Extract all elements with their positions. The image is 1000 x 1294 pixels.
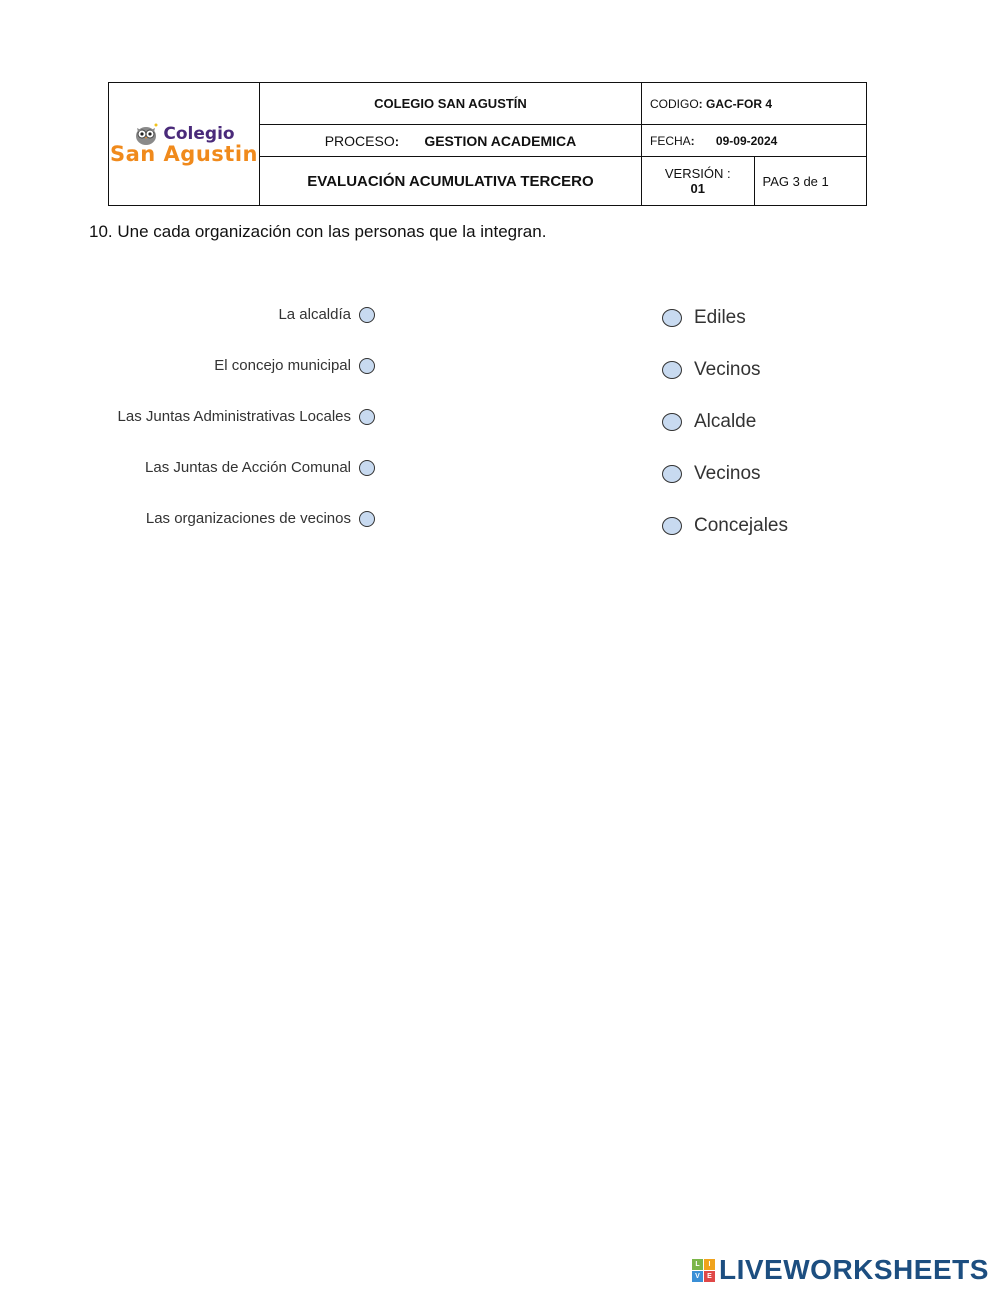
right-item-alcalde: [662, 411, 756, 433]
proceso-colon: :: [394, 133, 400, 149]
left-item-label: El concejo municipal: [214, 357, 351, 374]
right-item-concejales: [662, 515, 788, 537]
right-item-label: Vecinos: [694, 359, 761, 380]
proceso-value: GESTION ACADEMICA: [424, 132, 577, 149]
right-item-label: Concejales: [694, 515, 788, 536]
match-dot-right[interactable]: [662, 465, 682, 483]
header-table: [108, 82, 867, 206]
codigo-cell: [642, 83, 867, 125]
match-dot-right[interactable]: [662, 309, 682, 327]
evaluation-title: EVALUACIÓN ACUMULATIVA TERCERO: [260, 157, 642, 206]
square-e: E: [704, 1271, 715, 1282]
square-v: V: [692, 1271, 703, 1282]
proceso-label: PROCESO: [324, 132, 395, 149]
fecha-label: FECHA: [650, 134, 691, 148]
logo-line2: San Agustin: [110, 142, 258, 166]
version-value: 01: [690, 181, 705, 196]
codigo-label: CODIGO: [650, 97, 699, 111]
liveworksheets-squares-icon: [692, 1259, 715, 1282]
logo-line1: Colegio: [163, 124, 235, 144]
right-item-label: Vecinos: [694, 463, 761, 484]
school-name: COLEGIO SAN AGUSTÍN: [260, 83, 642, 125]
left-item-juntas-accion: [145, 459, 375, 476]
codigo-value: : GAC-FOR 4: [698, 97, 773, 111]
fecha-cell: [642, 125, 867, 157]
right-item-vecinos-1: [662, 359, 761, 381]
left-item-alcaldia: [278, 306, 375, 323]
match-dot-right[interactable]: [662, 361, 682, 379]
match-dot-left[interactable]: [359, 358, 375, 374]
match-dot-left[interactable]: [359, 511, 375, 527]
right-item-ediles: [662, 307, 746, 329]
right-item-label: Ediles: [694, 307, 746, 328]
question-text: 10. Une cada organización con las personas que la integran.: [89, 222, 547, 241]
version-label: VERSIÓN :: [664, 166, 731, 181]
liveworksheets-logo: [692, 1254, 989, 1286]
match-dot-right[interactable]: [662, 517, 682, 535]
left-item-concejo: [214, 357, 375, 374]
match-dot-left[interactable]: [359, 307, 375, 323]
liveworksheets-brand: LIVEWORKSHEETS: [719, 1254, 989, 1285]
square-i: I: [704, 1259, 715, 1270]
left-item-label: Las Juntas de Acción Comunal: [145, 459, 351, 476]
left-item-label: La alcaldía: [278, 306, 351, 323]
square-l: L: [692, 1259, 703, 1270]
logo-cell: [109, 83, 260, 206]
match-dot-left[interactable]: [359, 460, 375, 476]
proceso-cell: [260, 125, 642, 157]
left-item-label: Las organizaciones de vecinos: [145, 510, 351, 527]
page-label: PAG 3 de 1: [762, 173, 829, 189]
school-logo: [109, 83, 259, 205]
left-item-organizaciones: [146, 510, 375, 527]
right-item-vecinos-2: [662, 463, 761, 485]
left-item-juntas-administrativas: [118, 408, 375, 425]
page-cell: [754, 157, 867, 206]
right-item-label: Alcalde: [694, 411, 757, 432]
match-dot-right[interactable]: [662, 413, 682, 431]
left-item-label: Las Juntas Administrativas Locales: [117, 408, 351, 425]
fecha-value: 09-09-2024: [715, 134, 778, 148]
match-dot-left[interactable]: [359, 409, 375, 425]
fecha-colon: :: [690, 134, 695, 148]
version-cell: [642, 157, 755, 206]
